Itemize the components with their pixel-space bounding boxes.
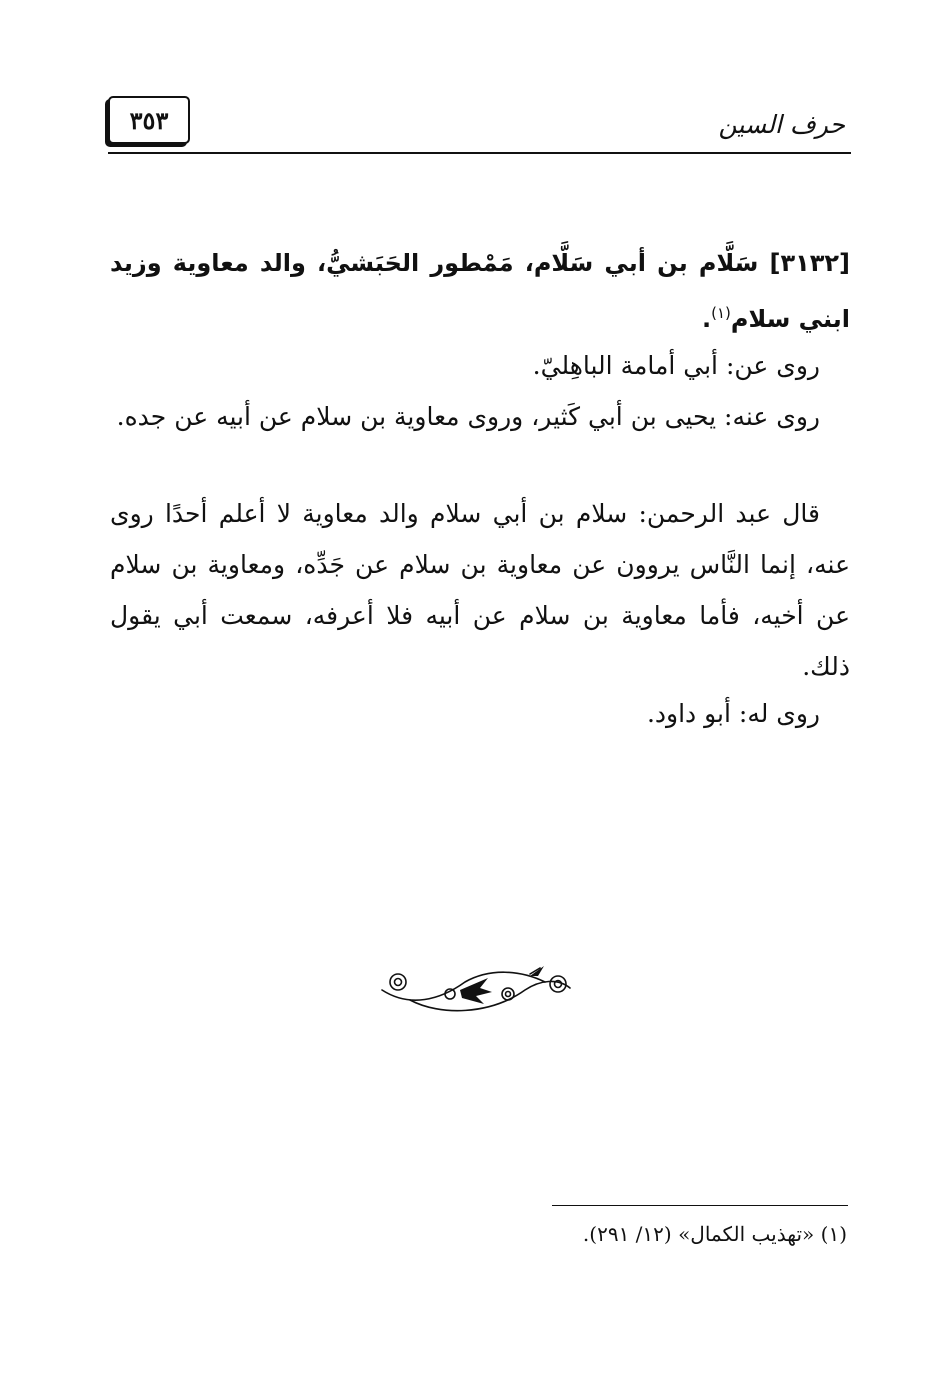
narrated-by: روى عنه: يحيى بن أبي كَثير، وروى معاوية بن سلام عن أبيه عن جده. xyxy=(116,402,820,431)
page-number: ٣٥٣ xyxy=(108,96,190,144)
footnote-text: (١) «تهذيب الكمال» (١٢/ ٢٩١). xyxy=(582,1222,847,1246)
narrated-for: روى له: أبو داود. xyxy=(646,699,820,728)
footnote-marker[interactable]: (١) xyxy=(711,304,731,322)
ornament-divider-icon xyxy=(380,960,575,1018)
header-divider xyxy=(108,152,851,154)
entry-title-end: . xyxy=(702,305,712,333)
critic-quote: قال عبد الرحمن: سلام بن أبي سلام والد معاوية لا أعلم أحدًا روى عنه، إنما النَّاس يروون عن معاوية بن سلام عن جَدِّه، ومعاوية بن سلام عن أخيه، فأما معاوية بن سلام عن أبيه فلا أعرفه، سمعت أبي يقول ذلك. xyxy=(110,499,850,681)
entry-title-text: [٣١٣٢] سَلَّام بن أبي سَلَّام، مَمْطور الحَبَشيُّ، والد معاوية وزيد ابني سلام xyxy=(110,249,850,333)
narrated-from: روى عن: أبي أمامة الباهِليّ. xyxy=(532,351,820,380)
chapter-title: حرف السين xyxy=(718,110,845,139)
footnote-divider xyxy=(552,1205,848,1206)
entry-heading xyxy=(110,238,850,344)
